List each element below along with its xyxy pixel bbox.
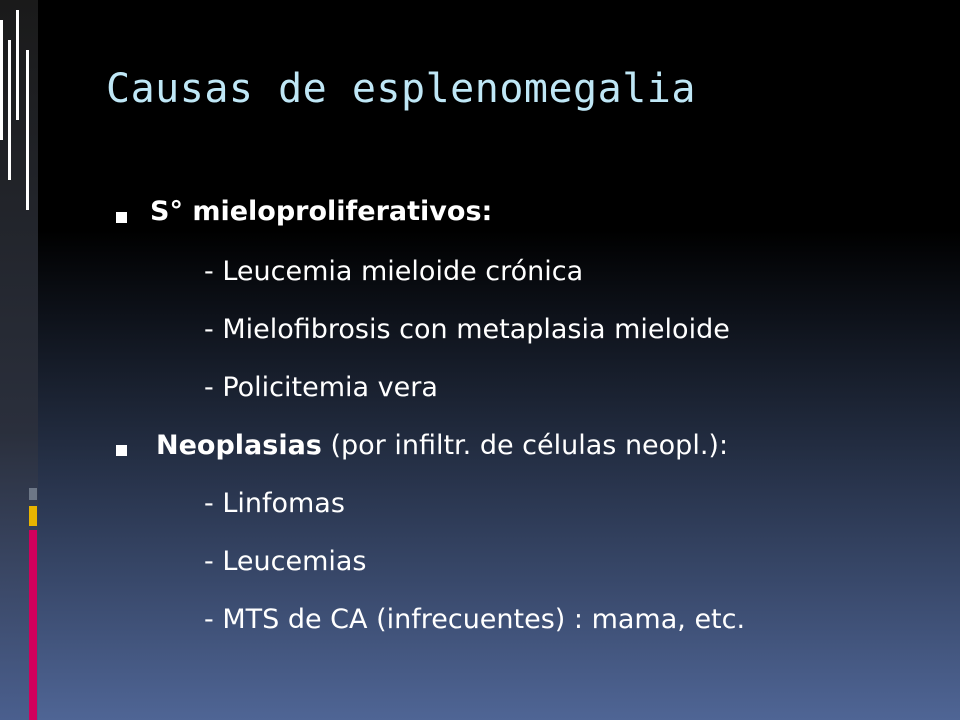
list-item: - Mielofibrosis con metaplasia mieloide [204,314,730,345]
accent-mark-yellow [29,506,37,526]
accent-mark-gray [29,488,37,500]
list-item: - Leucemias [204,546,367,577]
section-heading: S° mieloproliferativos: [150,196,493,227]
section-heading-row [156,430,728,461]
list-item: - Policitemia vera [204,372,438,403]
list-item: - Linfomas [204,488,345,519]
bullet-square [116,212,127,223]
slide-title: Causas de esplenomegalia [106,66,696,112]
list-item: - Leucemia mieloide crónica [204,256,584,287]
accent-mark-magenta [29,530,37,720]
section-heading: Neoplasias [156,430,322,461]
list-item: - MTS de CA (infrecuentes) : mama, etc. [204,604,746,635]
section-heading-suffix: (por infiltr. de células neopl.): [321,430,729,461]
bullet-square [116,445,127,456]
corner-decor-lines [0,0,40,200]
